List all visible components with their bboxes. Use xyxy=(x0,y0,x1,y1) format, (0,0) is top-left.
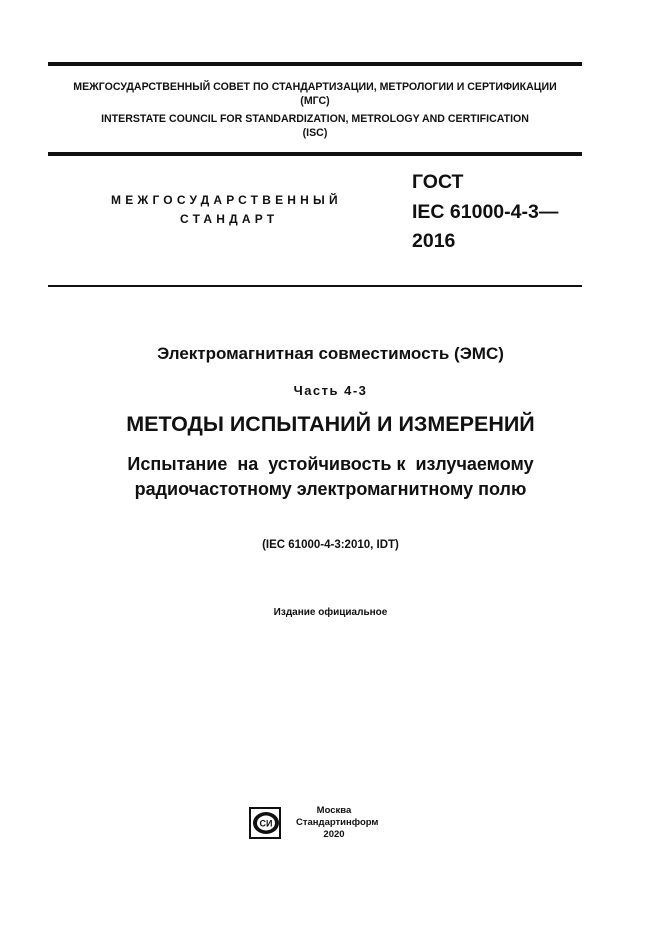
document-subject: Электромагнитная совместимость (ЭМС) xyxy=(157,344,504,363)
designation-bottom-rule xyxy=(48,285,582,287)
top-rule xyxy=(48,62,582,66)
gost-designation-line3: 2016 xyxy=(412,230,456,252)
document-subtitle-line2: радиочастотному электромагнитному полю xyxy=(134,479,527,499)
org-name-en: INTERSTATE COUNCIL FOR STANDARDIZATION, METROLOGY AND CERTIFICATION xyxy=(101,113,529,125)
standard-type-line1: МЕЖГОСУДАРСТВЕННЫЙ xyxy=(111,193,342,207)
publisher-name: Стандартинформ xyxy=(296,817,379,828)
publisher-block xyxy=(296,805,379,841)
publisher-year: 2020 xyxy=(323,829,345,840)
edition-note: Издание официальное xyxy=(273,607,388,618)
org-abbr-ru: (МГС) xyxy=(300,95,330,107)
publisher-city: Москва xyxy=(316,805,352,816)
document-title: МЕТОДЫ ИСПЫТАНИЙ И ИЗМЕРЕНИЙ xyxy=(126,412,535,436)
iec-reference: (IEC 61000-4-3:2010, IDT) xyxy=(262,539,399,551)
gost-designation-line1: ГОСТ xyxy=(412,171,464,193)
org-abbr-en: (ISC) xyxy=(302,127,328,139)
header-bottom-rule xyxy=(48,152,582,156)
logo-text: СИ xyxy=(259,818,273,829)
document-subtitle-line1: Испытание на устойчивость к излучаемому xyxy=(127,454,534,474)
standartinform-logo-icon xyxy=(249,807,281,839)
standard-type-line2: СТАНДАРТ xyxy=(180,212,279,226)
document-part: Часть 4-3 xyxy=(293,383,368,398)
gost-designation-line2: IEC 61000-4-3— xyxy=(412,201,559,223)
org-name-ru: МЕЖГОСУДАРСТВЕННЫЙ СОВЕТ ПО СТАНДАРТИЗАЦИИ, МЕТРОЛОГИИ И СЕРТИФИКАЦИИ xyxy=(73,81,557,93)
